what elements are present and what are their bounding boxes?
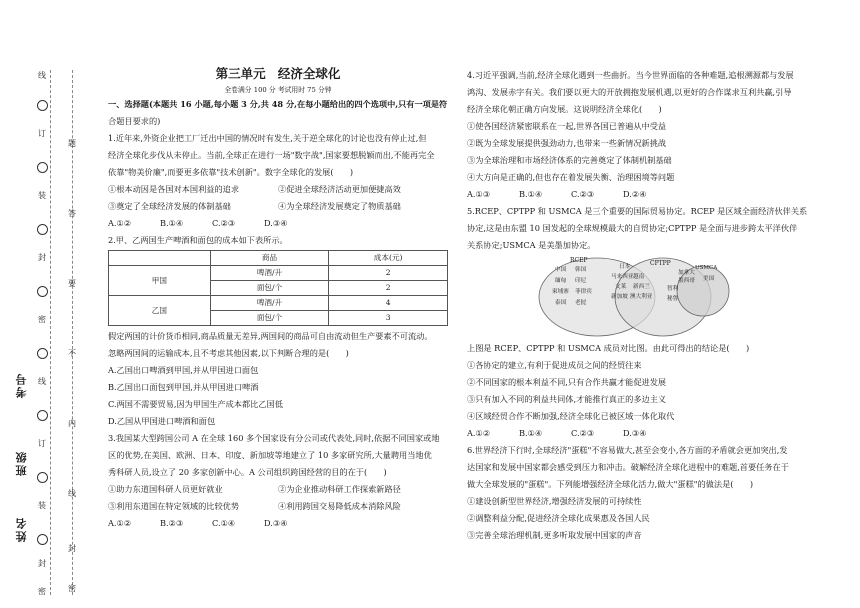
q4-choice-b[interactable]: B.①④ [519,189,543,199]
page-title: 第三单元 经济全球化 [215,66,341,81]
q2-option-b[interactable]: B.乙国出口面包到甲国,并从甲国进口啤酒 [108,382,259,392]
q4-choice-c[interactable]: C.②③ [571,189,595,199]
q6-item: ③完善全球治理机制,更多听取发展中国家的声音 [467,530,642,540]
section-heading: 一、选择题(本题共 16 小题,每小题 3 分,共 48 分,在每小题给出的四个选项中,只有一项是符 [108,99,448,109]
q5-item: ①各协定的建立,有利于促进成员之间的经贸往来 [467,360,642,370]
rcep-label: RCEP [570,257,588,264]
seal-char: 密 [38,315,46,324]
q1-stem-line: 经济全球化步伐从未停止。当前,全球正在进行一场"数字战",国家要想脱颖而出,不能再完全 [108,150,435,160]
table-cell-country: 甲国 [109,266,211,296]
q3-item: ④利用跨国交易降低成本消除风险 [278,501,401,511]
q3-stem-line: 秀科研人员,设立了 20 多家创新中心。A 公司组织跨国经营的目的在于( ) [108,467,387,477]
q4-item: ①使各国经济紧密联系在一起,世界各国已普遍从中受益 [467,121,667,131]
q3-choice-c[interactable]: C.①④ [212,518,236,528]
table-cell-country: 乙国 [109,296,211,326]
q3-item: ③利用东道国在特定领域的比较优势 [108,501,240,511]
member-country: 马来西亚 [611,274,634,280]
member-country: 新加坡 [611,294,628,300]
q4-choice-d[interactable]: D.②④ [623,189,647,199]
binding-hole-circle [37,100,48,111]
seal-char: 封 [38,559,46,568]
inner-seal-line [72,70,73,595]
q3-stem-line: 3.我国某大型跨国公司 A 在全球 160 多个国家设有分公司或代表处,同时,依据不同国家或地 [108,433,440,443]
q4-item: ②既为全球发展提供强劲动力,也带来一些新情况新挑战 [467,138,667,148]
q5-choice-c[interactable]: C.②③ [571,428,595,438]
q1-stem-line: 依靠"物美价廉",而要更多依靠"技术创新"。数字全球化的发展( ) [108,167,354,177]
seal-char: 装 [38,191,46,200]
q1-item: ②促进全球经济活动更加便捷高效 [278,184,401,194]
binding-hole-circle [37,348,48,359]
binding-hole-circle [37,224,48,235]
q1-item: ④为全球经济发展奠定了物质基础 [278,201,401,211]
member-country: 柬埔寨 [552,289,569,295]
member-country: 美国 [703,276,715,282]
q2-stem-line: 假定两国的计价货币相同,商品质量无差异,两国间的商品可自由流动但生产要素不可流动。 [108,331,433,341]
q5-stem-line: 关系协定;USMCA 是美墨加协定。 [467,240,596,250]
seal-char: 线 [38,71,46,80]
q5-choice-b[interactable]: B.①④ [519,428,543,438]
q5-item: ③只有加入不同的利益共同体,才能推行真正的多边主义 [467,394,667,404]
q4-choice-a[interactable]: A.①③ [467,189,491,199]
q2-stem-line: 忽略两国间的运输成本,且不考虑其他因素,以下判断合理的是( ) [108,348,349,358]
q1-choice-a[interactable]: A.①② [108,218,132,228]
seal-char: 封 [38,253,46,262]
q4-item: ③为全球治理和市场经济体系的完善奠定了体制机制基础 [467,155,672,165]
exam-number-label: 考号 [15,372,28,398]
warning-char: 不 [68,349,76,358]
member-country: 加拿大 [678,270,695,276]
binding-hole-circle [37,410,48,421]
seal-char: 订 [38,129,46,138]
member-country: 泰国 [555,300,567,306]
seal-char: 装 [38,501,46,510]
cptpp-label: CPTPP [650,260,671,267]
cost-table [108,250,448,326]
q5-stem-line: 5.RCEP、CPTPP 和 USMCA 是三个重要的国际贸易协定。RCEP 是区域全面经济伙伴关系 [467,206,808,216]
warning-char: 内 [68,419,76,428]
q5-question-line: 上图是 RCEP、CPTPP 和 USMCA 成员对比图。由此可得出的结论是( ) [467,343,750,353]
table-row [109,266,448,281]
warning-char: 线 [68,489,76,498]
q3-choice-b[interactable]: B.②③ [160,518,184,528]
q1-choice-d[interactable]: D.③④ [264,218,288,228]
member-country: 中国 [555,267,567,273]
binding-margin [0,0,92,608]
name-label: 姓名 [15,516,28,542]
seal-char: 订 [38,439,46,448]
table-cell: 面包/个 [210,311,329,326]
table-row [109,296,448,311]
member-country: 印尼 [575,278,587,284]
warning-char: 答 [68,209,76,218]
q3-stem-line: 区的优势,在美国、欧洲、日本、印度、新加坡等地建立了 10 多家研究所,大量聘用当地优 [108,450,432,460]
binding-hole-circle [37,472,48,483]
q1-choice-b[interactable]: B.①④ [160,218,184,228]
q4-stem-line: 经济全球化朝正确方向发展。这说明经济全球化( ) [467,104,662,114]
q6-stem-line: 6.世界经济下行时,全球经济"蛋糕"不容易做大,甚至会变小,各方面的矛盾就会更加突出,发 [467,445,788,455]
binding-hole-circle [37,286,48,297]
q2-stem: 2.甲、乙两国生产啤酒和面包的成本如下表所示。 [108,235,288,245]
q6-stem-line: 做大全球发展的"蛋糕"。下列能增强经济全球化活力,做大"蛋糕"的做法是( ) [467,479,754,489]
q2-option-a[interactable]: A.乙国出口啤酒到甲国,并从甲国进口面包 [108,365,259,375]
warning-char: 要 [68,279,76,288]
table-cell: 2 [329,266,448,281]
right-column [467,67,817,544]
member-country: 老挝 [575,300,587,306]
section-heading-cont: 合题目要求的) [108,116,161,126]
table-cell: 啤酒/升 [210,296,329,311]
left-column [108,64,448,532]
q4-stem-line: 4.习近平强调,当前,经济全球化遇到一些曲折。当今世界面临的各种难题,追根溯源都与发展 [467,70,794,80]
member-country: 新西兰 [633,284,650,290]
exam-subtitle: 全卷满分 100 分 考试用时 75 分钟 [224,86,332,94]
q6-item: ②调整利益分配,促进经济全球化成果惠及各国人民 [467,513,650,523]
q4-item: ④大方向是正确的,但也存在着发展失衡、治理困境等问题 [467,172,675,182]
table-cell: 2 [329,281,448,296]
binding-hole-circle [37,534,48,545]
q1-choice-c[interactable]: C.②③ [212,218,236,228]
class-label: 班级 [15,450,28,476]
q1-item: ③奠定了全球经济发展的体制基础 [108,201,231,211]
table-cell: 4 [329,296,448,311]
q1-stem-line: 1.近年来,外资企业把工厂迁出中国的情况时有发生,关于逆全球化的讨论也没有停止过,但 [108,133,427,143]
q6-stem-line: 达国家和发展中国家都会感受到压力和冲击。破解经济全球化进程中的难题,首要任务在于 [467,462,789,472]
q5-item: ④区域经贸合作不断加强,经济全球化已被区域一体化取代 [467,411,675,421]
warning-char: 封 [68,544,76,553]
member-country: 智利 [667,286,679,292]
q5-stem-line: 协定,这是由东盟 10 国发起的全球规模最大的自贸协定;CPTPP 是全面与进步跨太平洋伙伴 [467,223,798,233]
q3-choice-a[interactable]: A.①② [108,518,132,528]
q6-item: ①建设创新型世界经济,增强经济发展的可持续性 [467,496,642,506]
q4-stem-line: 鸿沟、发展赤字有关。我们要以更大的开放拥抱发展机遇,以更好的合作谋求互利共赢,引导 [467,87,792,97]
member-country: 墨西哥 [678,278,695,284]
usmca-label: USMCA [695,265,718,271]
member-country: 越南 [633,274,645,280]
member-country: 澳大利亚 [630,294,653,300]
outer-seal-line [50,70,51,595]
seal-char: 密 [38,587,46,596]
q5-item: ②不同国家的根本利益不同,只有合作共赢才能促进发展 [467,377,667,387]
member-country: 缅甸 [555,278,567,284]
trade-agreement-venn-diagram [467,255,817,337]
member-country: 日本 [619,264,631,270]
q5-choice-a[interactable]: A.①② [467,428,491,438]
warning-char: 题 [68,139,76,148]
table-header-row [109,251,448,266]
binding-hole-circle [37,162,48,173]
member-country: 文莱 [615,284,627,290]
table-cell: 啤酒/升 [210,266,329,281]
q3-item: ①助力东道国科研人员更好就业 [108,484,223,494]
q1-item: ①根本动因是各国对本国利益的追求 [108,184,240,194]
q2-option-c[interactable]: C.两国不需要贸易,因为甲国生产成本都比乙国低 [108,399,283,409]
table-cell: 3 [329,311,448,326]
q3-item: ②为企业推动科研工作探索新路径 [278,484,401,494]
warning-char: 密 [68,584,76,593]
member-country: 秘鲁 [667,296,679,302]
member-country: 韩国 [575,267,587,273]
q5-choice-d[interactable]: D.③④ [623,428,647,438]
table-header: 商品 [210,251,329,266]
table-header: 成本(元) [329,251,448,266]
member-country: 菲律宾 [575,289,592,295]
table-cell: 面包/个 [210,281,329,296]
q2-option-d[interactable]: D.乙国从甲国进口啤酒和面包 [108,416,216,426]
q3-choice-d[interactable]: D.③④ [264,518,288,528]
seal-char: 线 [38,377,46,386]
